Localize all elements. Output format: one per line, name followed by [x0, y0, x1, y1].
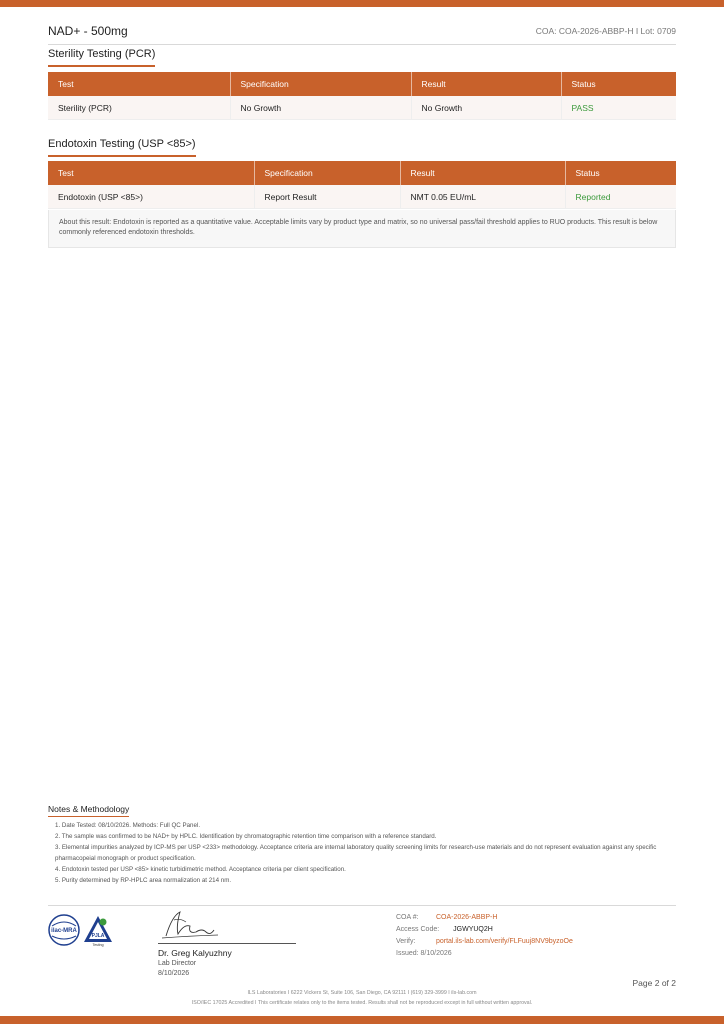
page-number: Page 2 of 2	[632, 978, 676, 988]
coa-number-value: COA-2026-ABBP-H	[435, 914, 498, 921]
lab-address: ILS Laboratories I 6222 Vickers St, Suite 106, San Diego, CA 92111 I (619) 329-3999 I ils-lab.com	[247, 990, 477, 996]
column-header: Status	[561, 72, 676, 96]
column-header: Result	[400, 161, 565, 185]
top-accent-bar	[0, 0, 724, 7]
issued-date: Issued: 8/10/2026	[396, 950, 452, 957]
verify-row	[396, 936, 573, 948]
table-header-row	[48, 161, 676, 185]
test-cell: Sterility (PCR)	[48, 96, 230, 120]
coa-lot-meta: COA: COA-2026-ABBP-H I Lot: 0709	[535, 26, 676, 36]
status-badge: Reported	[565, 185, 676, 209]
column-header: Specification	[230, 72, 411, 96]
page-header	[48, 24, 676, 45]
signature	[158, 906, 298, 946]
endotoxin-about-note: About this result: Endotoxin is reported as a quantitative value. Acceptable limits vary by product type and matrix, so no universal pass/fail threshold applies to RUO products. This result is below commonly referenced endotoxin thresholds.	[48, 210, 676, 248]
access-code-label: Access Code:	[396, 926, 440, 933]
signer-name: Dr. Greg Kalyuzhny	[158, 948, 232, 958]
column-header: Test	[48, 72, 230, 96]
pjla-logo-text: PJLA	[91, 933, 105, 939]
accreditation-logos	[48, 912, 120, 948]
column-header: Result	[411, 72, 561, 96]
footer-divider	[48, 905, 676, 906]
bottom-accent-bar	[0, 1016, 724, 1024]
coa-info-block	[396, 912, 573, 960]
result-cell: NMT 0.05 EU/mL	[400, 185, 565, 209]
spec-cell: Report Result	[254, 185, 400, 209]
sterility-table	[48, 72, 676, 120]
iso-disclaimer: ISO/IEC 17025 Accredited I This certificate relates only to the items tested. Results shall not be reproduced except in full without written approval.	[191, 1000, 533, 1006]
signature-icon	[158, 906, 298, 946]
table-row	[48, 185, 676, 209]
note-item: 3. Elemental impurities analyzed by ICP-MS per USP <233> methodology. Acceptance criteria are internal laboratory quality screening limits for research-use materials and do not represent evaluation against any specific pharmacopeial monograph or product specification.	[55, 844, 657, 862]
table-header-row	[48, 72, 676, 96]
verify-link[interactable]: portal.ils-lab.com/verify/FLFuuj8NV9byzoOe	[435, 938, 573, 945]
product-title: NAD+ - 500mg	[48, 24, 128, 38]
note-item: 2. The sample was confirmed to be NAD+ by HPLC. Identification by chromatographic retention time comparison with a reference standard.	[55, 833, 437, 840]
coa-number-label: COA #:	[396, 914, 419, 921]
ilac-logo-text: ilac-MRA	[51, 928, 77, 934]
note-item: 1. Date Tested: 08/10/2026. Methods: Full QC Panel.	[55, 822, 201, 829]
endotoxin-section-title: Endotoxin Testing (USP <85>)	[48, 138, 196, 157]
spec-cell: No Growth	[230, 96, 411, 120]
note-item: 4. Endotoxin tested per USP <85> kinetic turbidimetric method. Acceptance criteria per client specification.	[55, 866, 346, 873]
ilac-pjla-logo-icon	[48, 912, 120, 948]
notes-list	[55, 820, 675, 886]
verify-label: Verify:	[396, 938, 416, 945]
signature-line	[158, 943, 296, 944]
access-code-row	[396, 924, 573, 936]
result-cell: No Growth	[411, 96, 561, 120]
test-cell: Endotoxin (USP <85>)	[48, 185, 254, 209]
pjla-logo-subtext: Testing	[92, 943, 104, 947]
coa-number-row	[396, 912, 573, 924]
column-header: Specification	[254, 161, 400, 185]
status-badge: PASS	[561, 96, 676, 120]
table-row	[48, 96, 676, 120]
column-header: Status	[565, 161, 676, 185]
note-item: 5. Purity determined by RP-HPLC area normalization at 214 nm.	[55, 877, 232, 884]
access-code-value: JGWYUQ2H	[453, 926, 493, 933]
notes-title: Notes & Methodology	[48, 804, 129, 817]
signer-role: Lab Director	[158, 960, 197, 967]
signer-date: 8/10/2026	[158, 970, 190, 977]
sterility-section-title: Sterility Testing (PCR)	[48, 48, 155, 67]
endotoxin-table	[48, 161, 676, 209]
column-header: Test	[48, 161, 254, 185]
